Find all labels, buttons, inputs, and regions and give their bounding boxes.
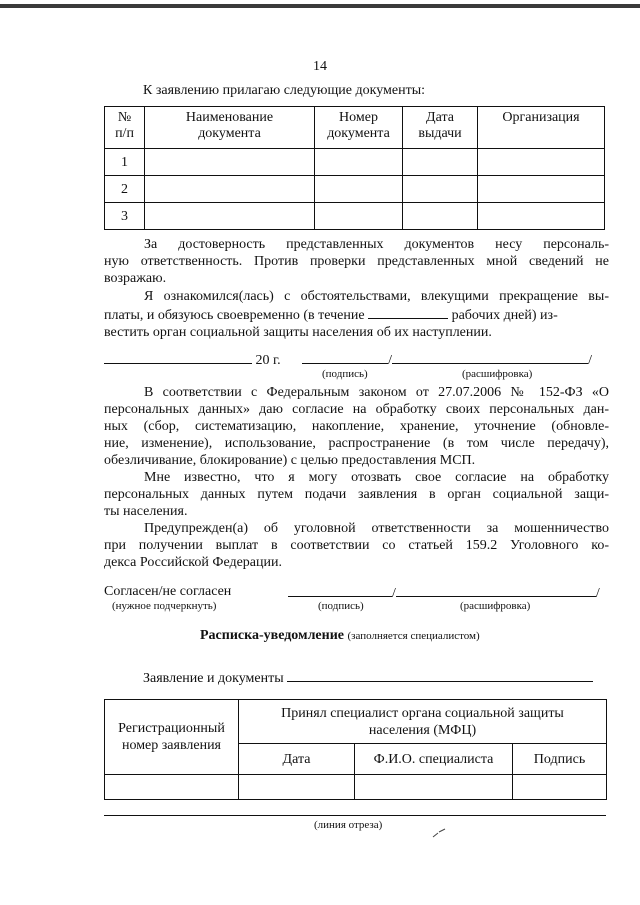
consent-decoding-field[interactable] <box>396 583 596 597</box>
doc-name-cell[interactable] <box>145 176 315 203</box>
documents-table-header <box>105 107 605 149</box>
doc-name-cell[interactable] <box>145 203 315 230</box>
signature-caption: (подпись) <box>322 368 368 380</box>
table-row <box>105 149 605 176</box>
registration-number-header: Регистрационный номер заявления <box>105 700 239 775</box>
doc-org-cell[interactable] <box>478 203 605 230</box>
decoding-field[interactable] <box>392 350 588 364</box>
receipt-date-header: Дата <box>239 744 355 775</box>
receipt-table <box>104 699 607 800</box>
receipt-signature-cell[interactable] <box>513 775 607 800</box>
fraud-warning-paragraph: Предупрежден(а) об уголовной ответственности за мошенничество при получении выплат в соответствии со статьей 159.2 Уголовного ко- декса Российской Федерации. <box>104 521 609 570</box>
receipt-date-cell[interactable] <box>239 775 355 800</box>
date-field[interactable] <box>104 350 252 364</box>
top-border-line <box>0 4 640 8</box>
row-number: 3 <box>105 203 145 230</box>
doc-org-cell[interactable] <box>478 149 605 176</box>
specialist-name-cell[interactable] <box>355 775 513 800</box>
consent-signature-line: / / <box>288 583 600 602</box>
table-row <box>105 203 605 230</box>
consent-signature-field[interactable] <box>288 583 392 597</box>
col-name-header: Наименование документа <box>145 107 315 149</box>
table-row <box>105 775 607 800</box>
registration-number-cell[interactable] <box>105 775 239 800</box>
receipt-subtitle: (заполняется специалистом) <box>347 630 480 642</box>
pen-mark-icon <box>432 828 446 838</box>
consent-label: Согласен/не согласен <box>104 584 232 599</box>
doc-date-cell[interactable] <box>403 149 478 176</box>
row-number: 1 <box>105 149 145 176</box>
receipt-heading <box>200 627 480 644</box>
specialist-name-header: Ф.И.О. специалиста <box>355 744 513 775</box>
doc-date-cell[interactable] <box>403 176 478 203</box>
notification-paragraph: Я ознакомился(лась) с обстоятельствами, влекущими прекращение вы- платы, и обязуюсь своевременно (в течение рабочих дней) из- вестить орган социальной защиты населения об их наступлении. <box>104 289 609 340</box>
signature-field[interactable] <box>302 350 388 364</box>
consent-decoding-caption: (расшифровка) <box>460 600 531 612</box>
consent-signature-caption: (подпись) <box>318 600 364 612</box>
doc-number-cell[interactable] <box>315 203 403 230</box>
personal-data-paragraph: В соответствии с Федеральным законом от 27.07.2006 № 152-ФЗ «О персональных данных» даю согласие на обработку своих персональных дан- ных (сбор, систематизацию, накопление, хранение, уточнение (обновле- ние, изменение), использование, распространение (в том числе передачу), обезличивание, блокирование) с целью предоставления МСП. <box>104 385 609 468</box>
responsibility-paragraph: За достоверность представленных документов несу персональ- ную ответственность. Против проверки представленных мной сведений не возражаю. <box>104 237 609 286</box>
col-date-header: Дата выдачи <box>403 107 478 149</box>
doc-number-cell[interactable] <box>315 149 403 176</box>
consent-revocation-paragraph: Мне известно, что я могу отозвать свое согласие на обработку персональных данных путем подачи заявления в орган социальной защи- ты населения. <box>104 470 609 519</box>
attachments-intro: К заявлению прилагаю следующие документы: <box>143 83 426 98</box>
working-days-field[interactable] <box>368 305 448 319</box>
row-number: 2 <box>105 176 145 203</box>
doc-date-cell[interactable] <box>403 203 478 230</box>
cut-line <box>104 815 606 816</box>
doc-org-cell[interactable] <box>478 176 605 203</box>
col-doc-number-header: Номер документа <box>315 107 403 149</box>
doc-number-cell[interactable] <box>315 176 403 203</box>
col-org-header: Организация <box>478 107 605 149</box>
date-signature-line: 20 г. / / <box>104 350 609 369</box>
receipt-docs-field[interactable] <box>287 668 593 682</box>
receipt-docs-line: Заявление и документы <box>143 668 593 687</box>
table-row <box>105 176 605 203</box>
underline-note: (нужное подчеркнуть) <box>112 600 217 612</box>
cut-line-caption: (линия отреза) <box>314 819 383 831</box>
col-number-header: № п/п <box>105 107 145 149</box>
receipt-title: Расписка-уведомление <box>200 628 344 643</box>
decoding-caption: (расшифровка) <box>462 368 533 380</box>
documents-table <box>104 106 605 230</box>
page-number: 14 <box>313 59 327 74</box>
doc-name-cell[interactable] <box>145 149 315 176</box>
receipt-signature-header: Подпись <box>513 744 607 775</box>
accepted-by-header: Принял специалист органа социальной защиты населения (МФЦ) <box>239 700 607 744</box>
